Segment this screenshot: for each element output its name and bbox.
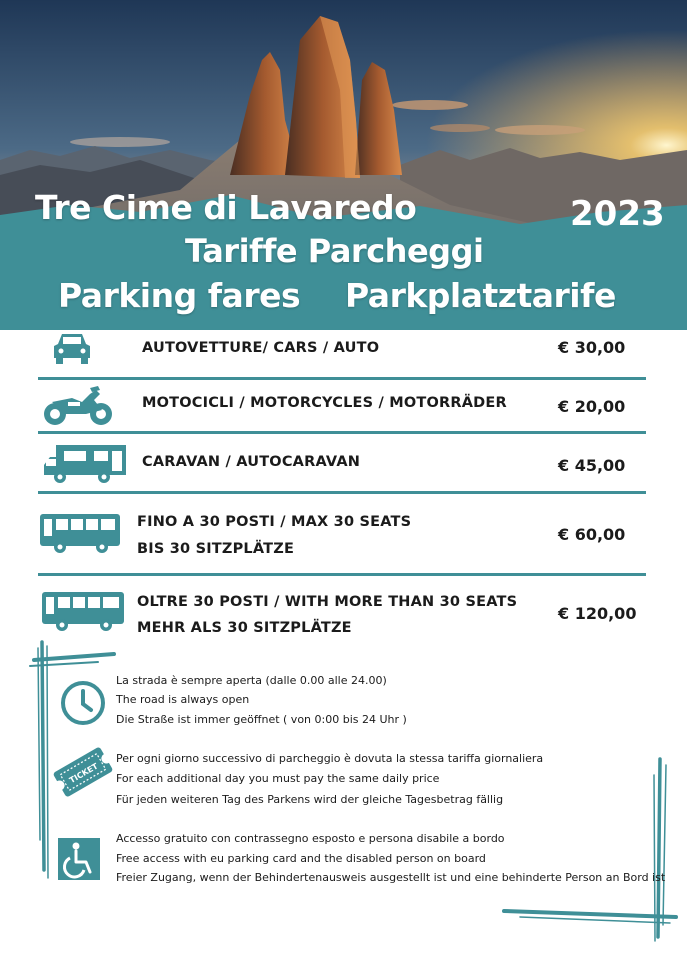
daily-de: Für jeden weiteren Tag des Parkens wird der gleiche Tagesbetrag fällig (116, 793, 504, 806)
title-italian: Tariffe Parcheggi (185, 232, 484, 270)
fare-price-cars: € 30,00 (558, 338, 626, 357)
disabled-it: Accesso gratuito con contrassegno esposto e persona disabile a bordo (116, 832, 505, 845)
daily-it: Per ogni giorno successivo di parcheggio è dovuta la stessa tariffa giornaliera (116, 752, 544, 765)
fare-label-motorcycles: MOTOCICLI / MOTORCYCLES / MOTORRÄDER (142, 395, 507, 411)
car-icon (52, 330, 92, 366)
fare-price-bus-30plus: € 120,00 (558, 604, 637, 623)
brush-frame-right (500, 755, 680, 945)
hours-it: La strada è sempre aperta (dalle 0.00 alle 24.00) (116, 674, 387, 687)
fare-label-bus-30plus-de: MEHR ALS 30 SITZPLÄTZE (137, 620, 352, 636)
divider (38, 491, 646, 494)
disabled-de: Freier Zugang, wenn der Behindertenausweis ausgestellt ist und eine behinderte Person an Bord ist (116, 871, 666, 884)
hours-de: Die Straße ist immer geöffnet ( von 0:00 bis 24 Uhr ) (116, 713, 407, 726)
fare-label-caravan: CARAVAN / AUTOCARAVAN (142, 454, 361, 470)
fare-label-bus-30plus: OLTRE 30 POSTI / WITH MORE THAN 30 SEATS (137, 594, 518, 610)
year-label: 2023 (570, 194, 665, 234)
clock-icon (60, 680, 106, 726)
fare-price-bus-30: € 60,00 (558, 525, 626, 544)
fare-price-motorcycles: € 20,00 (558, 397, 626, 416)
fare-price-caravan: € 45,00 (558, 456, 626, 475)
ticket-icon-label: TICKET (67, 761, 100, 786)
ticket-icon (50, 744, 116, 800)
divider (38, 573, 646, 576)
title-location: Tre Cime di Lavaredo (35, 188, 417, 227)
motorcycle-icon (42, 384, 114, 428)
fare-label-bus-30: FINO A 30 POSTI / MAX 30 SEATS (137, 514, 412, 530)
title-german: Parkplatztarife (345, 276, 616, 315)
daily-en: For each additional day you must pay the same daily price (116, 772, 440, 785)
disabled-en: Free access with eu parking card and the disabled person on board (116, 852, 486, 865)
wheelchair-icon (58, 838, 100, 880)
divider (38, 431, 646, 434)
hours-en: The road is always open (116, 693, 250, 706)
fare-label-bus-30-de: BIS 30 SITZPLÄTZE (137, 541, 295, 557)
caravan-icon (42, 443, 128, 485)
divider (38, 377, 646, 380)
bus-icon (40, 590, 126, 632)
fare-label-cars: AUTOVETTURE/ CARS / AUTO (142, 340, 380, 356)
title-english: Parking fares (58, 276, 301, 315)
bus-icon (38, 512, 122, 554)
